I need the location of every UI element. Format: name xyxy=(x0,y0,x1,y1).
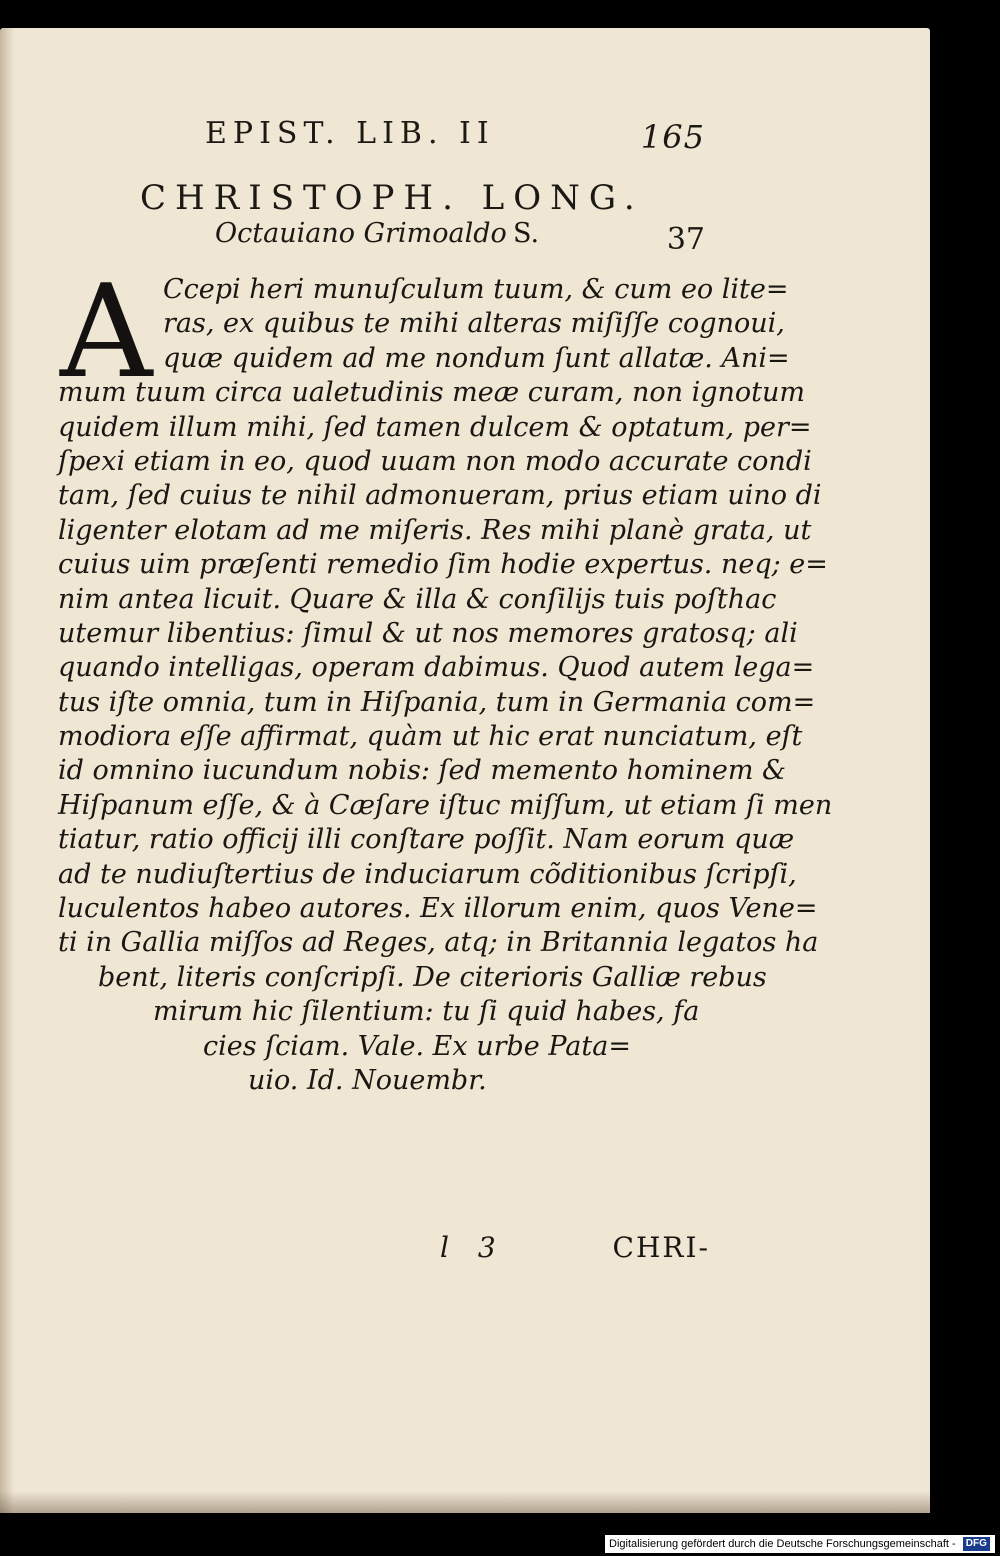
text-line: ras, ex quibus te mihi alteras miſiſſe cognoui, xyxy=(163,308,785,340)
text-line: mum tuum circa ualetudinis meæ curam, non ignotum xyxy=(58,377,806,409)
text-line: modiora eſſe affirmat, quàm ut hic erat nunciatum, eſt xyxy=(58,721,803,753)
text-line: quando intelligas, operam dabimus. Quod autem lega= xyxy=(58,652,815,684)
text-line: uio. Id. Nouembr. xyxy=(248,1064,487,1096)
text-line: ti in Gallia miſſos ad Reges, atq; in Britannia legatos ha xyxy=(58,927,819,959)
page-header xyxy=(205,116,705,156)
addressee-salute: S. xyxy=(513,218,540,249)
text-line: tus iſte omnia, tum in Hiſpania, tum in Germania com= xyxy=(58,686,816,718)
text-line: ſpexi etiam in eo, quod uuam non modo accurate condi xyxy=(58,445,812,477)
text-line: cies ſciam. Vale. Ex urbe Pata= xyxy=(203,1030,631,1062)
text-line: tam, ſed cuius te nihil admonueram, prius etiam uino di xyxy=(58,480,822,512)
text-line: quæ quidem ad me nondum ſunt allatæ. Ani= xyxy=(163,342,790,374)
letter-body xyxy=(58,258,833,1098)
text-line: Ccepi heri munuſculum tuum, & cum eo lite= xyxy=(163,274,789,305)
letter-number: 37 xyxy=(666,222,705,257)
text-line: quidem illum mihi, ſed tamen dulcem & optatum, per= xyxy=(58,411,812,443)
digitization-footer xyxy=(605,1535,995,1553)
catch-line xyxy=(440,1231,710,1267)
book-page xyxy=(0,28,930,1513)
text-line: tiatur, ratio officij illi conſtare poſſit. Nam eorum quæ xyxy=(58,824,795,856)
addressee-line xyxy=(215,218,705,258)
dfg-logo: DFG xyxy=(963,1537,990,1551)
letter-title: CHRISTOPH. LONG. xyxy=(140,178,644,218)
text-line: ligenter elotam ad me miſeris. Res mihi planè grata, ut xyxy=(58,514,812,546)
text-line: cuius uim præſenti remedio ſim hodie expertus. neq; e= xyxy=(58,549,828,581)
text-line: nim antea licuit. Quare & illa & conſilijs tuis poſthac xyxy=(58,583,777,615)
text-line: id omnino iucundum nobis: ſed memento hominem & xyxy=(58,755,787,787)
text-line: ad te nudiuſtertius de induciarum cõditionibus ſcripſi, xyxy=(58,858,797,890)
signature-mark: l 3 xyxy=(440,1231,506,1264)
drop-cap: A xyxy=(60,258,153,407)
page-gutter-shadow xyxy=(0,28,14,1513)
catchword: CHRI- xyxy=(612,1231,710,1264)
text-line: bent, literis conſcripſi. De citerioris Galliæ rebus xyxy=(98,961,767,993)
page-number: 165 xyxy=(640,118,705,156)
addressee-name: Octauiano Grimoaldo xyxy=(215,218,507,249)
running-head: EPIST. LIB. II xyxy=(205,116,495,151)
text-line: luculentos habeo autores. Ex illorum enim, quos Vene= xyxy=(58,893,818,925)
text-line: Hiſpanum eſſe, & à Cæſare iſtuc miſſum, ut etiam ſi men xyxy=(58,789,833,821)
text-line: mirum hic ſilentium: tu ſi quid habes, fa xyxy=(153,996,700,1028)
text-line: utemur libentius: ſimul & ut nos memores gratosq; ali xyxy=(58,617,798,649)
footer-text: Digitalisierung gefördert durch die Deutsche Forschungsgemeinschaft - xyxy=(609,1538,956,1550)
